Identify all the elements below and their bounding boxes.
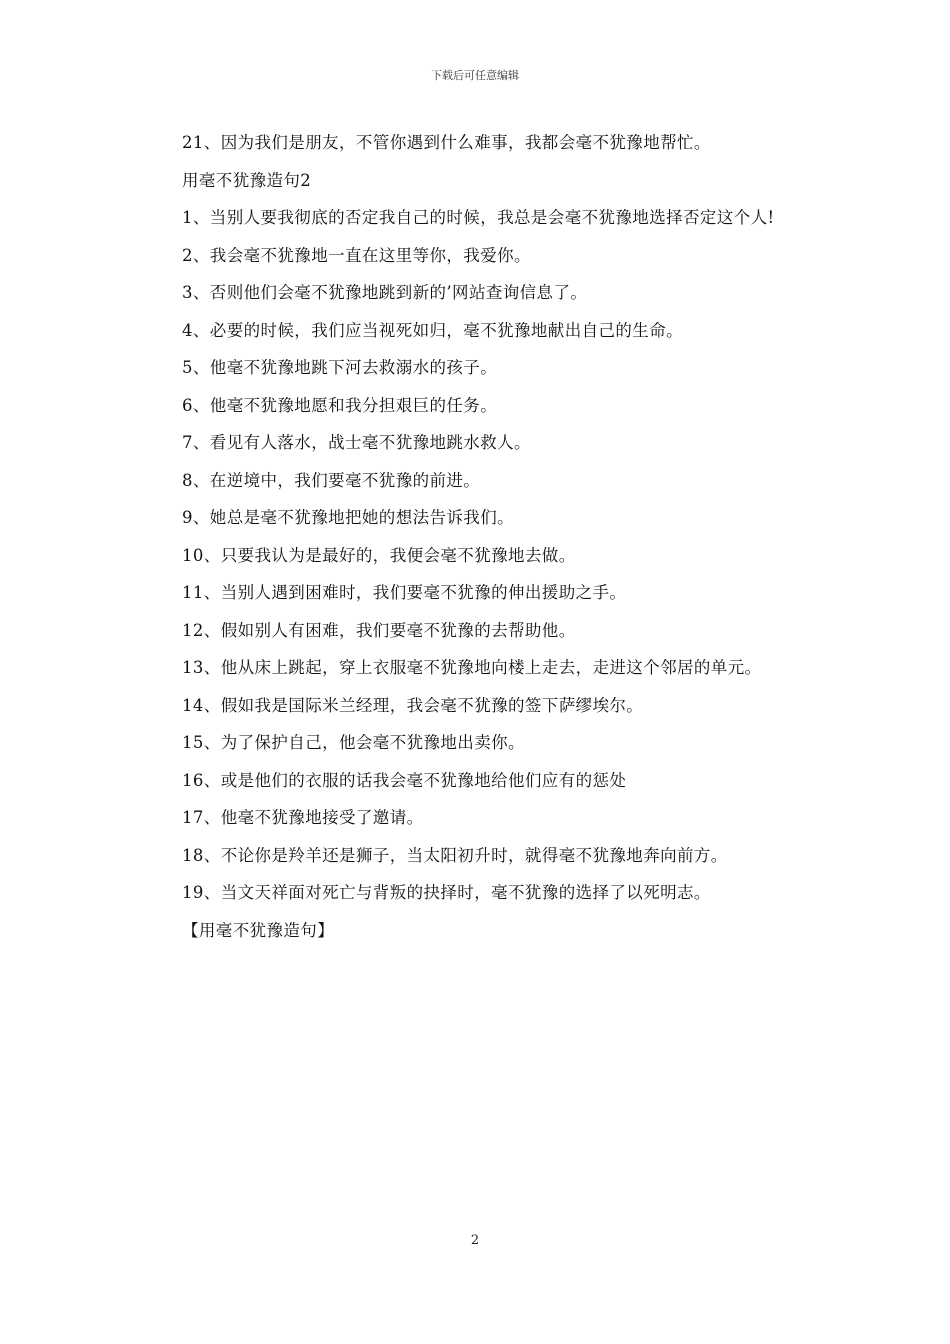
paragraph: 7、看见有人落水，战士毫不犹豫地跳水救人。 xyxy=(182,433,531,452)
paragraph: 4、必要的时候，我们应当视死如归，毫不犹豫地献出自己的生命。 xyxy=(182,320,683,340)
paragraph: 11、当别人遇到困难时，我们要毫不犹豫的伸出援助之手。 xyxy=(182,583,627,602)
paragraph: 10、只要我认为是最好的，我便会毫不犹豫地去做。 xyxy=(182,545,576,565)
document-body xyxy=(144,124,812,949)
paragraph: 12、假如别人有困难，我们要毫不犹豫的去帮助他。 xyxy=(182,620,576,640)
paragraph: 6、他毫不犹豫地愿和我分担艰巨的任务。 xyxy=(182,395,498,415)
closing-title: 【用毫不犹豫造句】 xyxy=(182,920,335,940)
paragraph: 16、或是他们的衣服的话我会毫不犹豫地给他们应有的惩处 xyxy=(182,770,627,790)
paragraph: 3、否则他们会毫不犹豫地跳到新的’网站查询信息了。 xyxy=(182,283,588,302)
paragraph: 8、在逆境中，我们要毫不犹豫的前进。 xyxy=(182,470,481,490)
page-number: 2 xyxy=(470,1233,480,1248)
paragraph: 9、她总是毫不犹豫地把她的想法告诉我们。 xyxy=(182,508,514,527)
paragraph: 5、他毫不犹豫地跳下河去救溺水的孩子。 xyxy=(182,358,498,377)
section-heading: 用毫不犹豫造句2 xyxy=(182,170,312,190)
paragraph: 17、他毫不犹豫地接受了邀请。 xyxy=(182,808,424,827)
paragraph: 13、他从床上跳起，穿上衣服毫不犹豫地向楼上走去，走进这个邻居的单元。 xyxy=(182,658,762,677)
paragraph: 21、因为我们是朋友，不管你遇到什么难事，我都会毫不犹豫地帮忙。 xyxy=(182,133,711,152)
paragraph: 19、当文天祥面对死亡与背叛的抉择时，毫不犹豫的选择了以死明志。 xyxy=(182,883,711,902)
page-header: 下载后可任意编辑 xyxy=(431,69,519,82)
paragraph: 1、当别人要我彻底的否定我自己的时候，我总是会毫不犹豫地选择否定这个人! xyxy=(182,208,775,227)
paragraph: 15、为了保护自己，他会毫不犹豫地出卖你。 xyxy=(182,733,525,752)
paragraph: 14、假如我是国际米兰经理，我会毫不犹豫的签下萨缪埃尔。 xyxy=(182,695,644,715)
paragraph: 18、不论你是羚羊还是狮子，当太阳初升时，就得毫不犹豫地奔向前方。 xyxy=(182,845,728,865)
paragraph: 2、我会毫不犹豫地一直在这里等你，我爱你。 xyxy=(182,245,531,265)
